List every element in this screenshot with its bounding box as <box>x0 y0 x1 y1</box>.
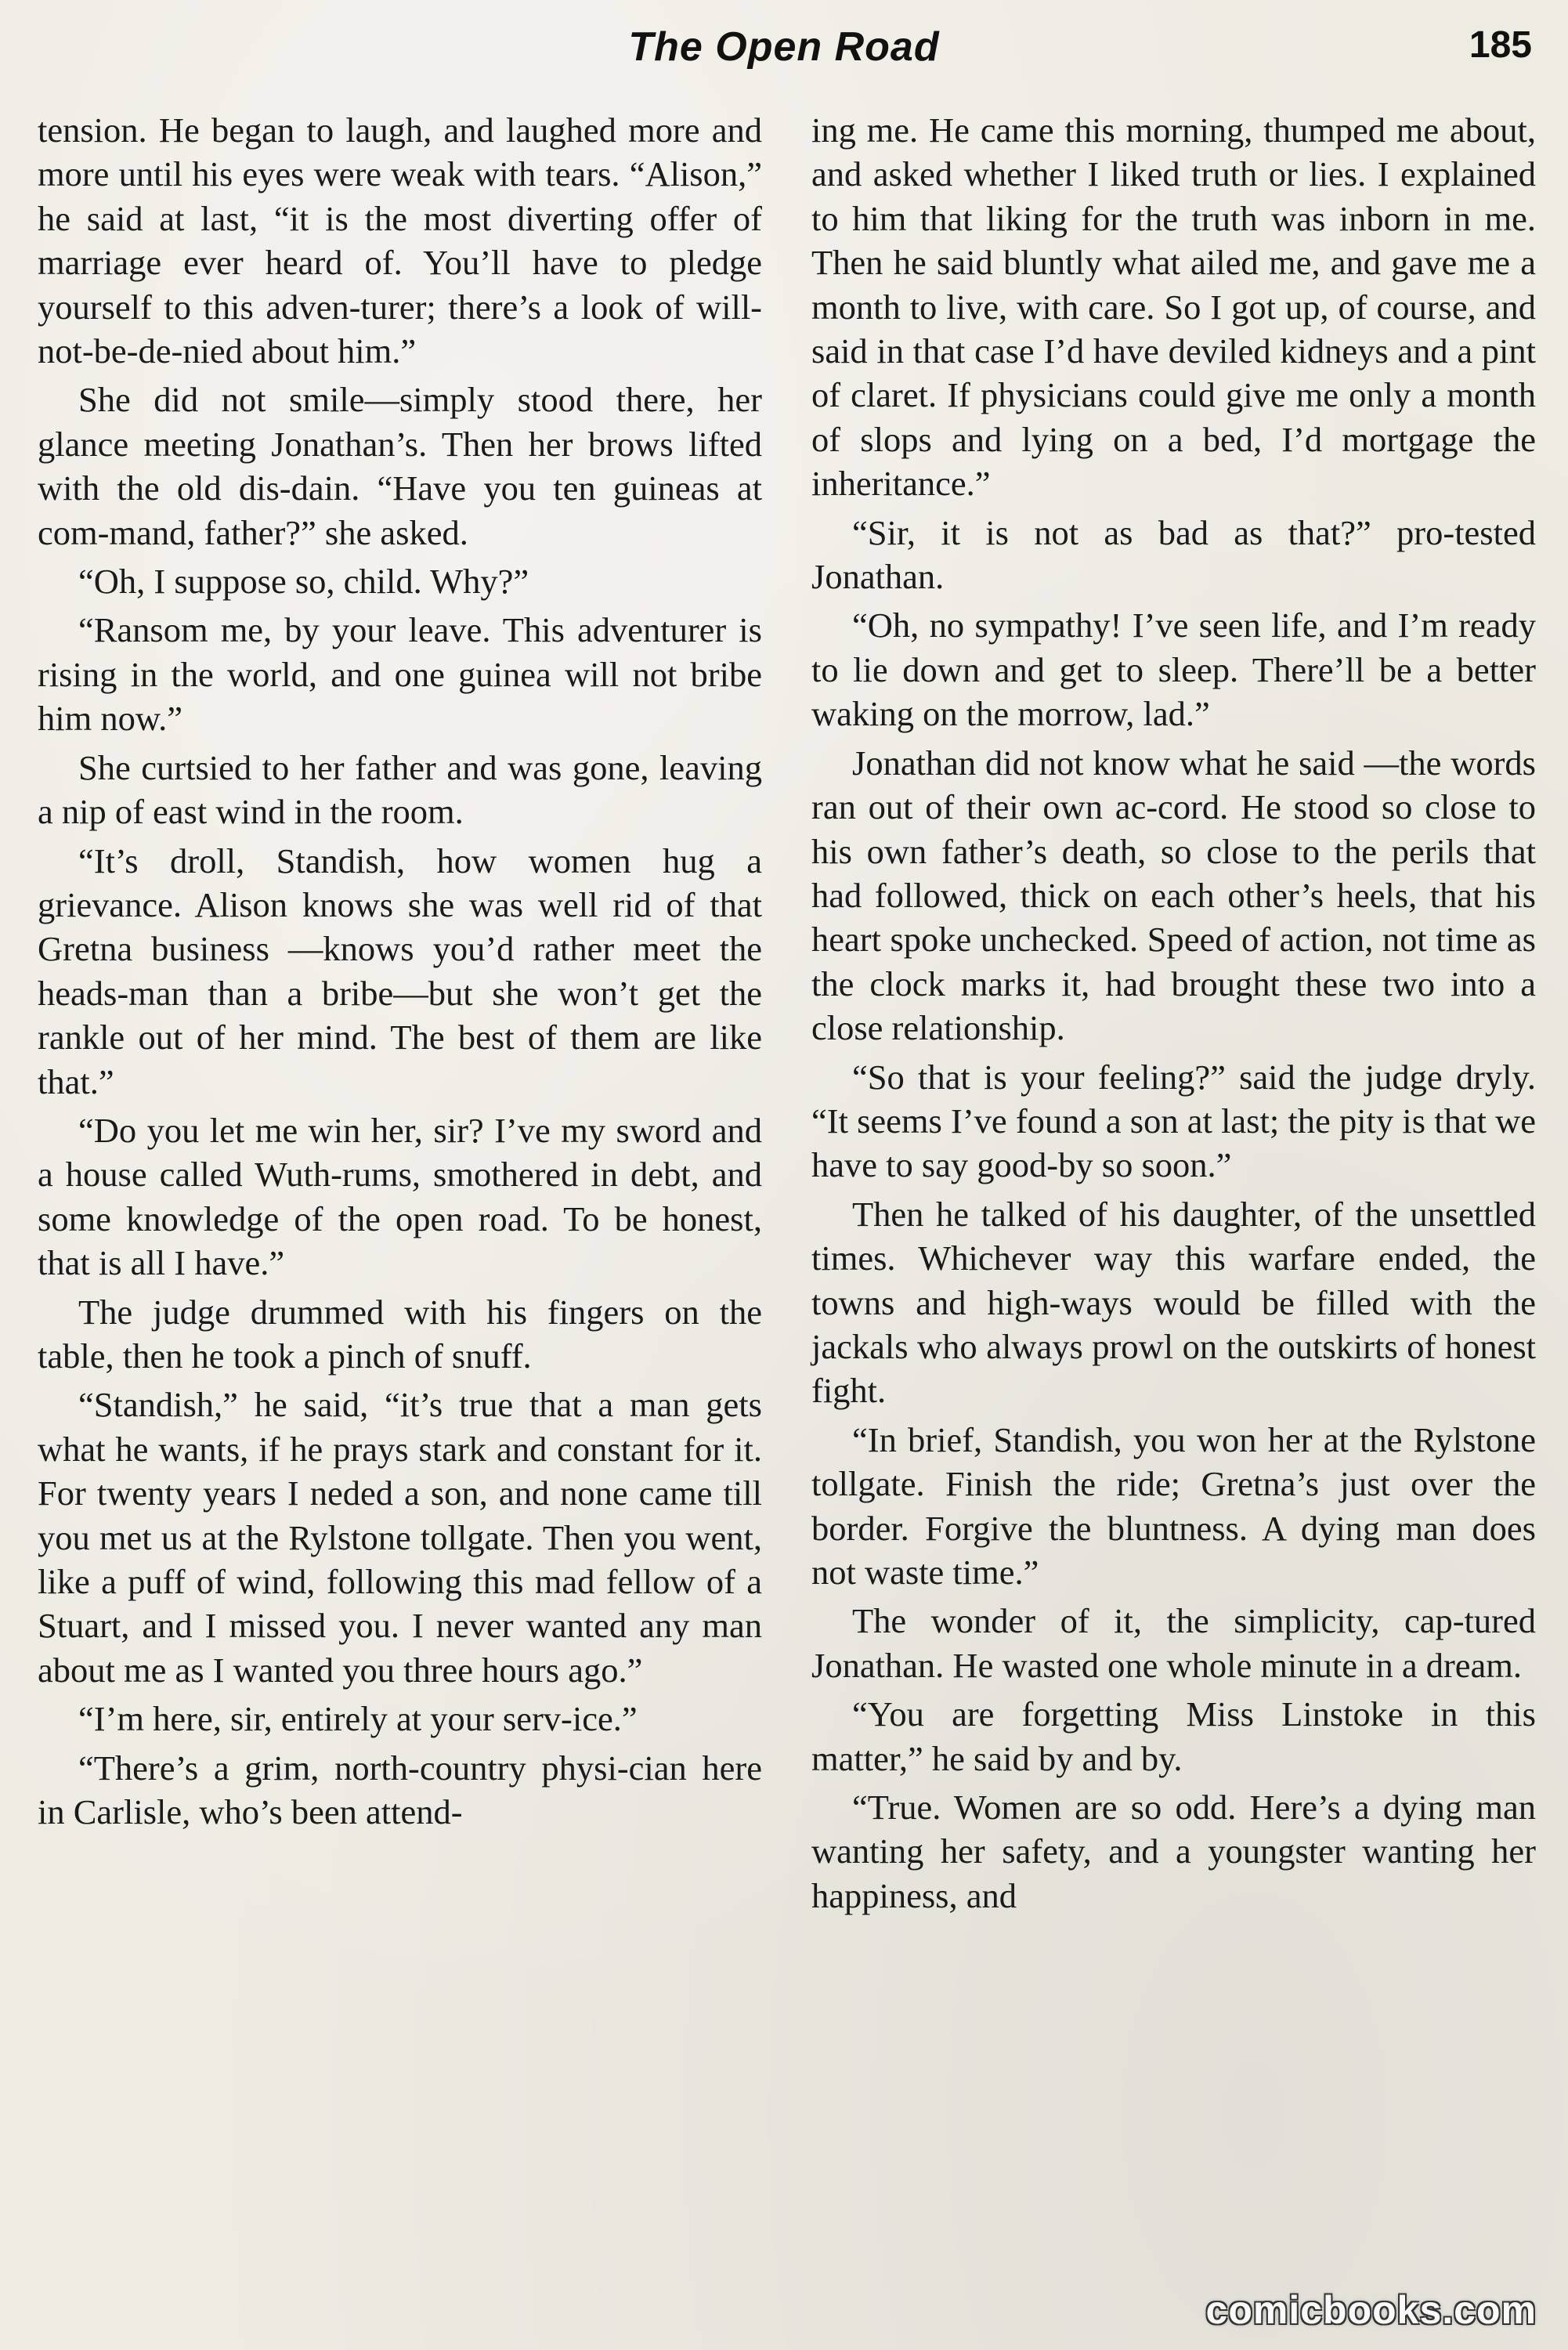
paragraph: “There’s a grim, north-country physi-cian here in Carlisle, who’s been attend- <box>38 1748 762 1832</box>
paragraph: ing me. He came this morning, thumped me about, and asked whether I liked truth or lies. I explained to him that liking for the truth was inborn in me. Then he said bluntly what ailed me, and gave me a month to live, with care. So I got up, of course, and said in that case I’d have deviled kidneys and a pint of claret. If physicians could give me only a month of slops and lying on a bed, I’d mortgage the inheritance.” <box>811 110 1536 504</box>
paragraph: “Standish,” he said, “it’s true that a man gets what he wants, if he prays stark and constant for it. For twenty years I neded a son, and none came till you met us at the Rylstone tollgate. Then you went, like a puff of wind, following this mad fellow of a Stuart, and I missed you. I never wanted any man about me as I wanted you three hours ago.” <box>38 1385 762 1690</box>
page-number: 185 <box>1469 24 1532 66</box>
right-column <box>811 108 1536 1918</box>
paragraph: She curtsied to her father and was gone, leaving a nip of east wind in the room. <box>38 747 762 832</box>
paragraph: “True. Women are so odd. Here’s a dying man wanting her safety, and a youngster wanting her happiness, and <box>811 1788 1536 1915</box>
paragraph: The judge drummed with his fingers on the table, then he took a pinch of snuff. <box>38 1292 762 1376</box>
paragraph: “It’s droll, Standish, how women hug a grievance. Alison knows she was well rid of that Gretna business —knows you’d rather meet the heads-man than a bribe—but she won’t get the rankle out of her mind. The best of them are like that.” <box>38 841 762 1101</box>
paragraph: The wonder of it, the simplicity, cap-tured Jonathan. He wasted one whole minute in a dream. <box>811 1601 1536 1685</box>
page-header <box>0 24 1568 86</box>
paragraph: tension. He began to laugh, and laughed more and more until his eyes were weak with tears. “Alison,” he said at last, “it is the most diverting offer of marriage ever heard of. You’ll have to pledge yourself to this adven-turer; there’s a look of will-not-be-de-nied about him.” <box>38 110 762 371</box>
left-column <box>38 108 762 1834</box>
paragraph: She did not smile—simply stood there, her glance meeting Jonathan’s. Then her brows lifted with the old dis-dain. “Have you ten guineas at com-mand, father?” she asked. <box>38 380 762 552</box>
paragraph: “So that is your feeling?” said the judge dryly. “It seems I’ve found a son at last; the pity is that we have to say good-by so soon.” <box>811 1057 1536 1185</box>
paragraph: “Sir, it is not as bad as that?” pro-tested Jonathan. <box>811 512 1536 597</box>
paragraph: “I’m here, sir, entirely at your serv-ice.” <box>78 1699 638 1739</box>
paragraph: “Do you let me win her, sir? I’ve my sword and a house called Wuth-rums, smothered in debt, and some knowledge of the open road. To be honest, that is all I have.” <box>38 1110 762 1283</box>
paragraph: “You are forgetting Miss Linstoke in this matter,” he said by and by. <box>811 1694 1536 1778</box>
watermark: comicbooks.com <box>1205 2288 1537 2332</box>
paragraph: “Oh, no sympathy! I’ve seen life, and I’m ready to lie down and get to sleep. There’ll be a better waking on the morrow, lad.” <box>811 606 1536 734</box>
running-title: The Open Road <box>628 24 940 70</box>
paragraph: Then he talked of his daughter, of the unsettled times. Whichever way this warfare ended, the towns and high-ways would be filled with the jackals who always prowl on the outskirts of honest fight. <box>811 1194 1536 1411</box>
paragraph: Jonathan did not know what he said —the words ran out of their own ac-cord. He stood so close to his own father’s death, so close to the perils that had followed, thick on each other’s heels, that his heart spoke unchecked. Speed of action, not time as the clock marks it, had brought these two into a close relationship. <box>811 743 1536 1048</box>
paragraph: “In brief, Standish, you won her at the Rylstone tollgate. Finish the ride; Gretna’s just over the border. Forgive the bluntness. A dying man does not waste time.” <box>811 1419 1536 1592</box>
paragraph: “Ransom me, by your leave. This adventurer is rising in the world, and one guinea will not bribe him now.” <box>38 610 762 739</box>
paragraph: “Oh, I suppose so, child. Why?” <box>78 562 529 602</box>
